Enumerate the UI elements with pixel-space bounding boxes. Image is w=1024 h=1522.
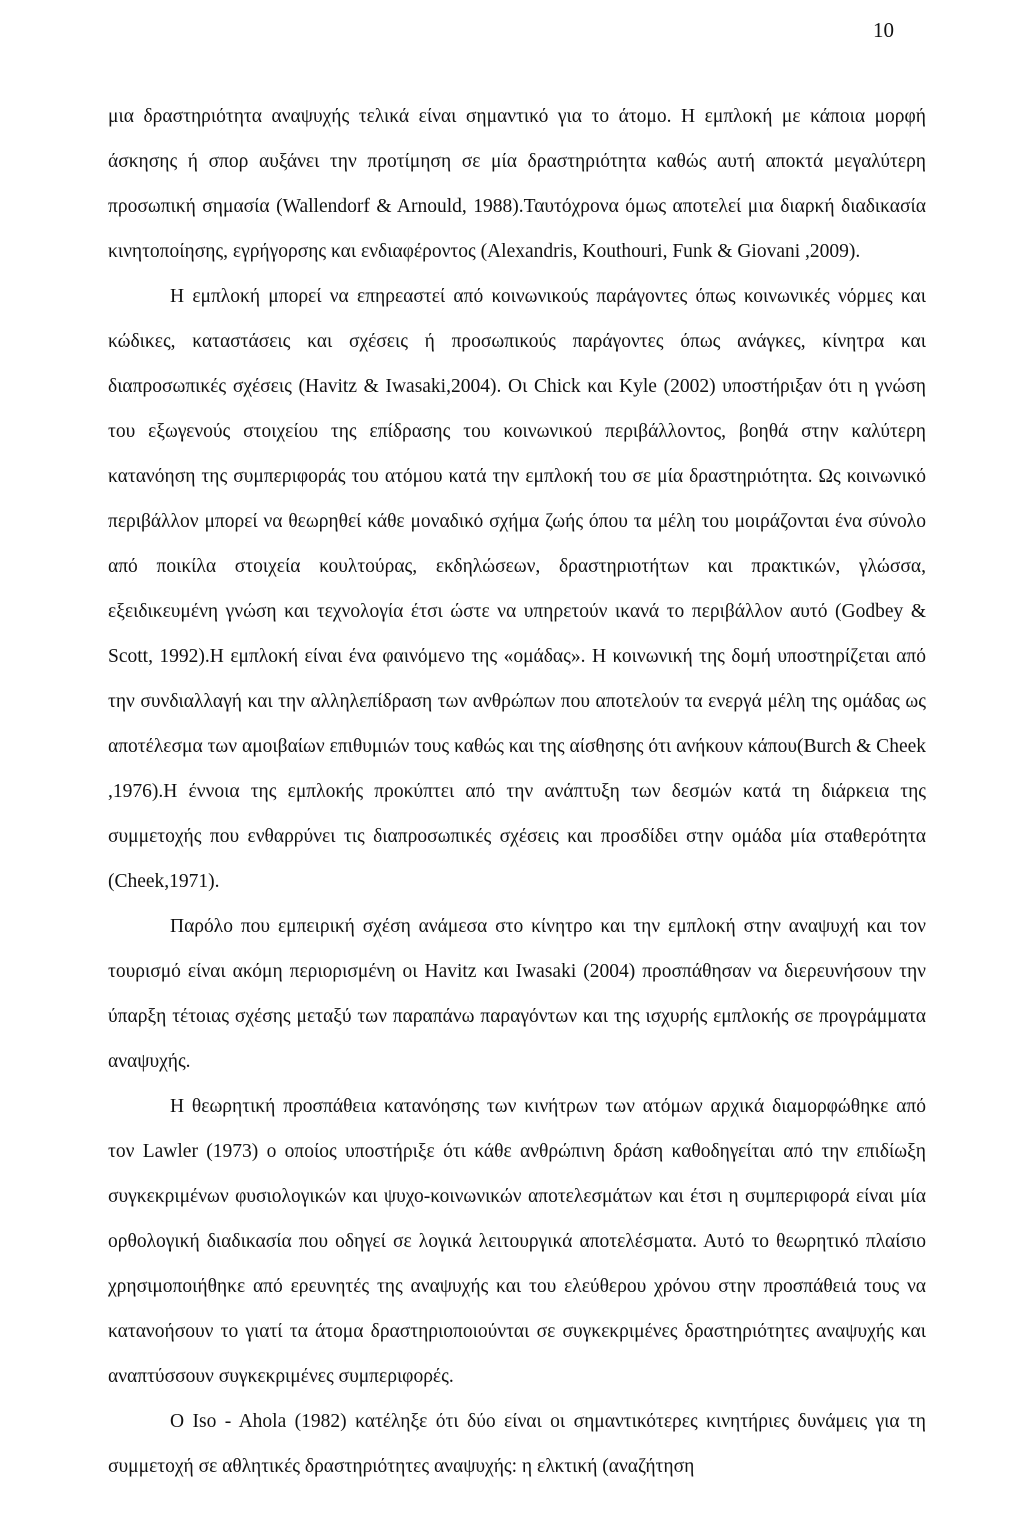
document-body (108, 94, 926, 1489)
paragraph-theoretical-motives: Η θεωρητική προσπάθεια κατανόησης των κινήτρων των ατόμων αρχικά διαμορφώθηκε από τον Lawler (1973) ο οποίος υποστήριξε ότι κάθε ανθρώπινη δράση καθοδηγείται από την επιδίωξη συγκεκριμένων φυσιολογικών και ψυχο-κοινωνικών αποτελεσμάτων και έτσι η συμπεριφορά είναι μία ορθολογική διαδικασία που οδηγεί σε λογικά λειτουργικά αποτελέσματα. Αυτό το θεωρητικό πλαίσιο χρησιμοποιήθηκε από ερευνητές της αναψυχής και του ελεύθερου χρόνου στην προσπάθειά τους να κατανοήσουν το γιατί τα άτομα δραστηριοποιούνται σε συγκεκριμένες δραστηριότητες αναψυχής και αναπτύσσουν συγκεκριμένες συμπεριφορές. (108, 1096, 926, 1387)
paragraph-social-involvement: Η εμπλοκή μπορεί να επηρεαστεί από κοινωνικούς παράγοντες όπως κοινωνικές νόρμες και κώδικες, καταστάσεις και σχέσεις ή προσωπικούς παράγοντες όπως ανάγκες, κίνητρα και διαπροσωπικές σχέσεις (Havitz & Iwasaki,2004). Οι Chick και Kyle (2002) υποστήριξαν ότι η γνώση του εξωγενούς στοιχείου της επίδρασης του κοινωνικού περιβάλλοντος, βοηθά στην καλύτερη κατανόηση της συμπεριφοράς του ατόμου κατά την εμπλοκή του σε μία δραστηριότητα. Ως κοινωνικό περιβάλλον μπορεί να θεωρηθεί κάθε μοναδικό σχήμα ζωής όπου τα μέλη του μοιράζονται ένα σύνολο από ποικίλα στοιχεία κουλτούρας, εκδηλώσεων, δραστηριοτήτων και πρακτικών, γλώσσα, εξειδικευμένη γνώση και τεχνολογία έτσι ώστε να υπηρετούν ικανά το περιβάλλον αυτό (Godbey & Scott, 1992).Η εμπλοκή είναι ένα φαινόμενο της «ομάδας». Η κοινωνική της δομή υποστηρίζεται από την συνδιαλλαγή και την αλληλεπίδραση των ανθρώπων που αποτελούν τα ενεργά μέλη της ομάδας ως αποτέλεσμα των αμοιβαίων επιθυμιών τους καθώς και της αίσθησης ότι ανήκουν κάπου(Burch & Cheek ,1976).Η έννοια της εμπλοκής προκύπτει από την ανάπτυξη των δεσμών κατά τη διάρκεια της συμμετοχής που ενθαρρύνει τις διαπροσωπικές σχέσεις και προσδίδει στην ομάδα μία σταθερότητα (Cheek,1971). (108, 286, 926, 892)
paragraph-continuation: μια δραστηριότητα αναψυχής τελικά είναι σημαντικό για το άτομο. Η εμπλοκή με κάποια μορφή άσκησης ή σπορ αυξάνει την προτίμηση σε μία δραστηριότητα καθώς αυτή αποκτά μεγαλύτερη προσωπική σημασία (Wallendorf & Arnould, 1988).Ταυτόχρονα όμως αποτελεί μια διαρκή διαδικασία κινητοποίησης, εγρήγορσης και ενδιαφέροντος (Alexandris, Kouthouri, Funk & Giovani ,2009). (108, 106, 926, 262)
page-number: 10 (873, 18, 894, 42)
paragraph-iso-ahola: Ο Iso - Ahola (1982) κατέληξε ότι δύο είναι οι σημαντικότερες κινητήριες δυνάμεις για τη συμμετοχή σε αθλητικές δραστηριότητες αναψυχής: η ελκτική (αναζήτηση (108, 1411, 926, 1477)
paragraph-motivation-involvement: Παρόλο που εμπειρική σχέση ανάμεσα στο κίνητρο και την εμπλοκή στην αναψυχή και τον τουρισμό είναι ακόμη περιορισμένη οι Havitz και Iwasaki (2004) προσπάθησαν να διερευνήσουν την ύπαρξη τέτοιας σχέσης μεταξύ των παραπάνω παραγόντων και της ισχυρής εμπλοκής σε προγράμματα αναψυχής. (108, 916, 926, 1072)
